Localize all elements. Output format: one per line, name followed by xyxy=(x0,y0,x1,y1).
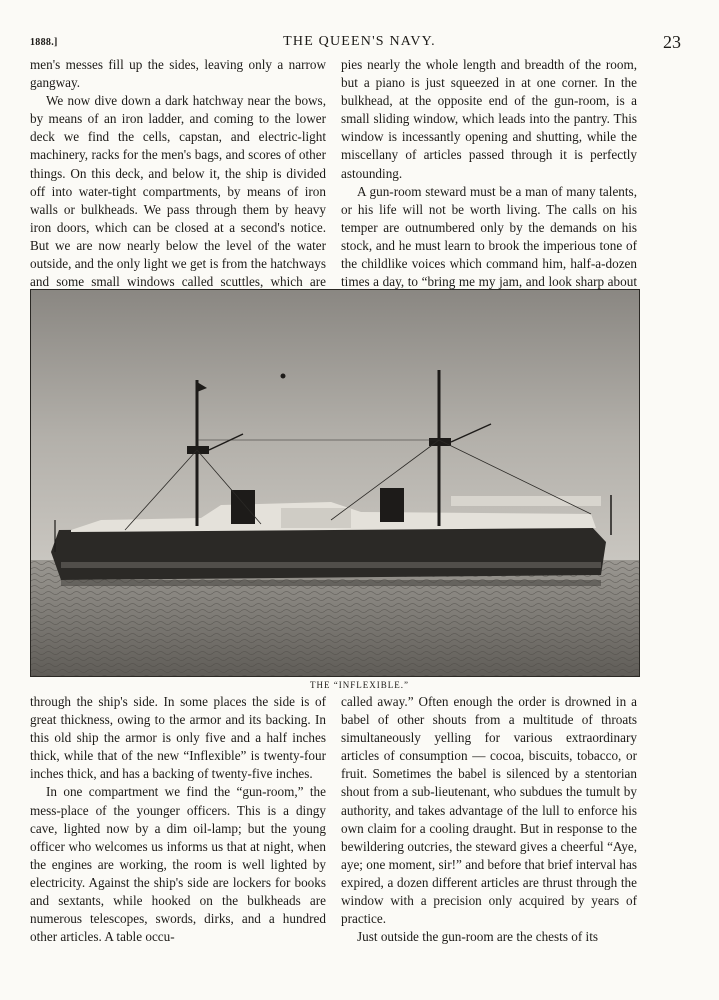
text-column-bottom-left xyxy=(30,693,326,946)
paragraph: In one compartment we find the “gun-room,” the mess-place of the younger officers. This is a dingy cave, lighted now by a dim oil-lamp; but the young officer who welcomes us informs us that at night, when the engines are working, the room is well lighted by electricity. Against the ship's side are lockers for books and sextants, while hooked on the bulkheads are numerous telescopes, swords, dirks, and a hundred other articles. A table occu- xyxy=(30,784,326,945)
paragraph: We now dive down a dark hatchway near the bows, by means of an iron ladder, and coming to the lower deck we find the cells, capstan, and electric-light machinery, racks for the men's bags, and scores of other things. On this deck, and below it, the ship is divided off into water-tight compartments, by means of iron walls or bulkheads. We pass through them by heavy iron doors, which can be closed at a second's notice. But we are now nearly below the level of the water outside, and the only light we get is from the hatchways and some small windows called scuttles, which are xyxy=(30,93,326,290)
paragraph: called away.” Often enough the order is drowned in a babel of other shouts from a multitude of throats simultaneously yelling for various extraordinary articles of consumption — cocoa, biscuits, tobacco, or fruit. Sometimes the babel is silenced by a stentorian shout from a sub-lieutenant, who subdues the tumult by authority, and takes advantage of the lull to enforce his own claim for a cooling draught. But in response to the bewildering outcries, the steward gives a cheerful “Aye, aye; one moment, sir!” and before that brief interval has expired, a dozen different articles are thrust through the window with a precision only acquired by years of practice. xyxy=(341,694,637,927)
paragraph: A gun-room steward must be a man of many talents, or his life will not be worth living. The calls on his temper are outnumbered only by the demands on his stock, and he must learn to brook the imperious tone of the childlike voices which command him, half-a-dozen times a day, to “bring me my jam, and look sharp about xyxy=(341,183,637,290)
figure-caption: THE “INFLEXIBLE.” xyxy=(310,680,409,690)
page-number: 23 xyxy=(663,32,681,52)
text-column-top-left xyxy=(30,56,326,309)
text-column-top-right xyxy=(341,56,637,309)
funnel-aft xyxy=(380,488,404,522)
paragraph: through the ship's side. In some places the side is of great thickness, owing to the armor and its backing. In this old ship the armor is only five and a half inches thick, while that of the new “Inflexible” is twenty-four inches thick, and has a backing of twenty-five inches. xyxy=(30,694,326,782)
paragraph: men's messes fill up the sides, leaving only a narrow gangway. xyxy=(30,57,326,91)
header-title: THE QUEEN'S NAVY. xyxy=(283,34,436,49)
funnel-fore xyxy=(231,490,255,524)
running-header xyxy=(30,34,689,54)
text-column-bottom-right xyxy=(341,693,637,946)
header-year: 1888.] xyxy=(30,37,58,48)
paragraph: pies nearly the whole length and breadth of the room, but a piano is just squeezed in at one corner. In the bulkhead, at the opposite end of the gun-room, is a small sliding window, which leads into the pantry. This window is incessantly opening and shutting, while the miscellany of articles passed through it is perfectly astounding. xyxy=(341,57,637,181)
ship-engraving xyxy=(31,290,639,676)
paragraph: Just outside the gun-room are the chests of its xyxy=(357,929,598,945)
ship-illustration xyxy=(30,289,640,677)
